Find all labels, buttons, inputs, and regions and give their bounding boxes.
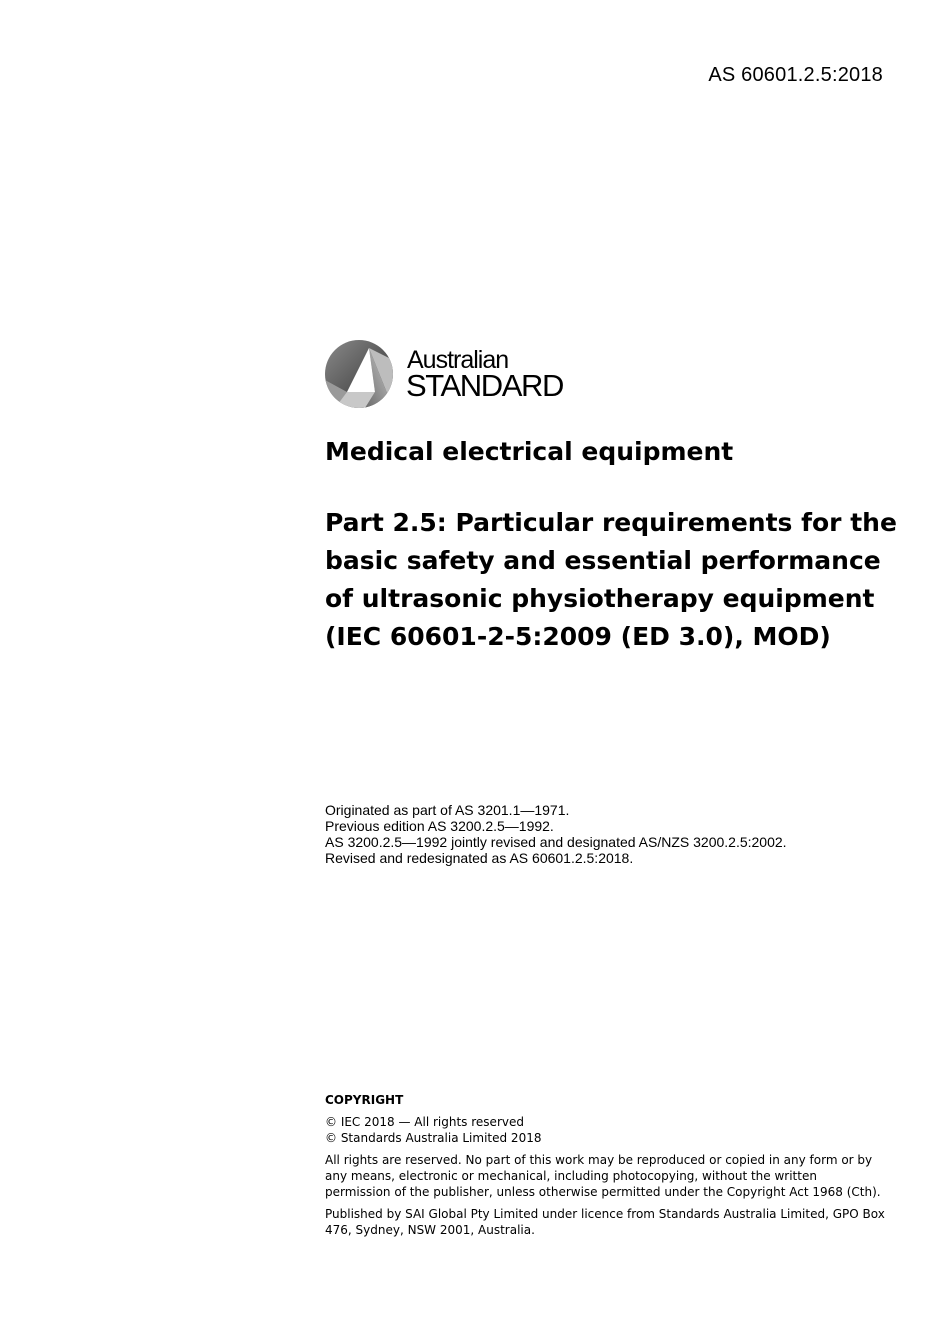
page-subtitle: Part 2.5: Particular requirements for the basic safety and essential performance of ultrasonic physiotherapy equipment (IEC 60601-2-5:2009 (ED 3.0), MOD) xyxy=(325,508,897,651)
history-line: Revised and redesignated as AS 60601.2.5:2018. xyxy=(325,850,634,866)
document-code: AS 60601.2.5:2018 xyxy=(708,64,883,86)
standards-logo-icon xyxy=(325,340,393,408)
australian-standard-logo xyxy=(325,340,625,412)
logo-word-australian: Australian xyxy=(407,346,509,374)
copyright-rights: All rights are reserved. No part of this work may be reproduced or copied in any form or by any means, electronic or mechanical, including photocopying, without the written permission of the publisher, unless otherwise permitted under the Copyright Act 1968 (Cth). xyxy=(325,1153,881,1199)
copyright-section xyxy=(325,1092,885,1244)
page-title: Medical electrical equipment xyxy=(325,437,734,466)
history-line: Previous edition AS 3200.2.5—1992. xyxy=(325,818,554,834)
logo-word-standard: STANDARD xyxy=(406,368,564,403)
history-line: AS 3200.2.5—1992 jointly revised and designated AS/NZS 3200.2.5:2002. xyxy=(325,834,787,850)
edition-history xyxy=(325,802,905,866)
copyright-holder: © Standards Australia Limited 2018 xyxy=(325,1131,542,1145)
copyright-holder: © IEC 2018 — All rights reserved xyxy=(325,1115,524,1129)
history-line: Originated as part of AS 3201.1—1971. xyxy=(325,802,570,818)
copyright-publisher: Published by SAI Global Pty Limited under licence from Standards Australia Limited, GPO Box 476, Sydney, NSW 2001, Australia. xyxy=(325,1207,885,1237)
copyright-heading: COPYRIGHT xyxy=(325,1093,404,1107)
